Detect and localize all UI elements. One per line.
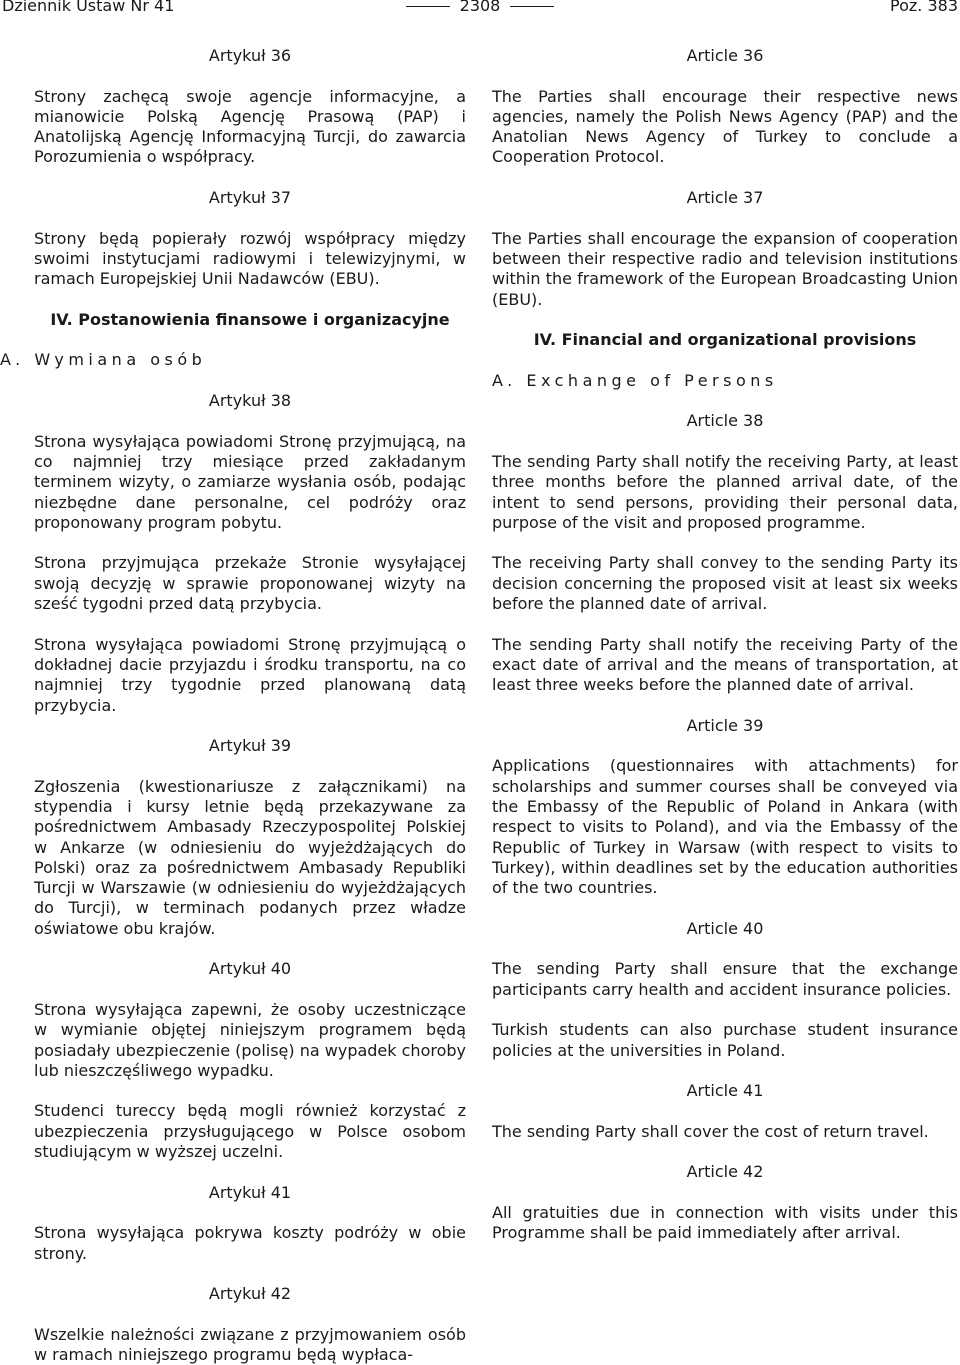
article-37-title: Artykuł 37	[208, 188, 292, 208]
article-39-title-en: Article 39	[686, 715, 764, 735]
article-40-paragraph-2-en: Turkish students can also purchase student insurance policies at the universities in Poland.	[492, 1020, 958, 1060]
article-38-paragraph-3-en: The sending Party shall notify the receiving Party of the exact date of arrival and the means of transportation, at least three weeks before the planned date of arrival.	[492, 634, 958, 695]
article-38-paragraph-2-en: The receiving Party shall convey to the sending Party its decision concerning the proposed visit at least six weeks before the planned date of arrival.	[492, 553, 958, 614]
article-36-title: Artykuł 36	[208, 46, 292, 65]
subsection-a-heading: A. Wymiana osób	[0, 350, 207, 370]
article-36-title-en: Article 36	[686, 46, 764, 65]
section-iv-heading-en: IV. Financial and organizational provisions	[533, 330, 917, 350]
article-37-paragraph-en: The Parties shall encourage the expansion of cooperation between their respective radio and television institutions within the framework of the European Broadcasting Union (EBU).	[492, 228, 958, 309]
article-41-paragraph-en: The sending Party shall cover the cost of return travel.	[492, 1121, 929, 1141]
article-38-paragraph-1: Strona wysyłająca powiadomi Stronę przyjmującą, na co najmniej trzy miesiące przed zakładanym terminem wizyty, o zamiarze wysłania osób, podając niezbędne dane personalne, cel podróży oraz proponowany program pobytu.	[34, 431, 466, 532]
dash-right	[510, 6, 554, 7]
subsection-a-heading-en: A. Exchange of Persons	[492, 370, 778, 390]
article-41-title-en: Article 41	[686, 1081, 764, 1101]
article-38-paragraph-1-en: The sending Party shall notify the receiving Party, at least three months before the planned arrival date, of the intent to send persons, providing their personal data, purpose of the visit and proposed programme.	[492, 451, 958, 532]
article-38-title-en: Article 38	[686, 411, 764, 431]
page-header	[0, 0, 960, 20]
article-38-paragraph-2: Strona przyjmująca przekaże Stronie wysyłającej swoją decyzję w sprawie proponowanej wizyty na sześć tygodni przed datą przybycia.	[34, 553, 466, 614]
article-38-title: Artykuł 38	[208, 391, 292, 411]
article-36-paragraph: Strony zachęcą swoje agencje informacyjne, a mianowicie Polską Agencję Prasową (PAP) i Anatolijską Agencję Informacyjną Turcji, do zawarcia Porozumienia o współpracy.	[34, 86, 466, 167]
polish-column	[0, 46, 466, 1365]
article-36-paragraph-en: The Parties shall encourage their respective news agencies, namely the Polish News Agency (PAP) and the Anatolian News Agency of Turkey to conclude a Cooperation Protocol.	[492, 86, 958, 167]
article-38-paragraph-3: Strona wysyłająca powiadomi Stronę przyjmującą o dokładnej dacie przyjazdu i środku transportu, na co najmniej trzy tygodnie przed planowaną datą przybycia.	[34, 634, 466, 715]
page-number: 2308	[459, 0, 501, 15]
dash-left	[406, 6, 450, 7]
article-41-title: Artykuł 41	[208, 1182, 292, 1202]
article-37-paragraph: Strony będą popierały rozwój współpracy między swoimi instytucjami radiowymi i telewizyjnymi, w ramach Europejskiej Unii Nadawców (EBU).	[34, 228, 466, 289]
article-37-title-en: Article 37	[686, 188, 764, 208]
journal-title: Dziennik Ustaw Nr 41	[2, 0, 175, 15]
position-number: Poz. 383	[890, 0, 958, 15]
article-42-title: Artykuł 42	[208, 1284, 292, 1304]
article-40-paragraph-1-en: The sending Party shall ensure that the exchange participants carry health and accident insurance policies.	[492, 959, 958, 999]
article-40-paragraph-2: Studenci tureccy będą mogli również korzystać z ubezpieczenia przysługującego w Polsce osobom studiującym w wyższej uczelni.	[34, 1101, 466, 1162]
article-39-paragraph-en: Applications (questionnaires with attachments) for scholarships and summer courses shall be conveyed via the Embassy of the Republic of Poland in Ankara (with respect to visits to Poland), and via the Embassy of the Republic of Turkey in Warsaw (with respect to visits to Turkey), within deadlines set by the education authorities of the two countries.	[492, 756, 958, 898]
article-39-title: Artykuł 39	[208, 736, 292, 756]
article-42-paragraph: Wszelkie należności związane z przyjmowaniem osób w ramach niniejszego programu będą wypłaca-	[34, 1324, 466, 1364]
article-42-paragraph-en: All gratuities due in connection with visits under this Programme shall be paid immediately after arrival.	[492, 1202, 958, 1243]
article-42-title-en: Article 42	[686, 1162, 764, 1182]
article-39-paragraph: Zgłoszenia (kwestionariusze z załącznikami) na stypendia i kursy letnie będą przekazywane za pośrednictwem Ambasady Rzeczypospolitej Polskiej w Ankarze (w odniesieniu do wyjeżdżających do Polski) oraz za pośrednictwem Ambasady Republiki Turcji w Warszawie (w odniesieniu do wyjeżdżających do Turcji), w terminach podanych przez władze oświatowe obu krajów.	[34, 776, 466, 938]
section-iv-heading: IV. Postanowienia finansowe i organizacyjne	[50, 309, 450, 329]
article-40-paragraph-1: Strona wysyłająca zapewni, że osoby uczestniczące w wymianie objętej niniejszym programem będą posiadały ubezpieczenie (polisę) na wypadek choroby lub nieszczęśliwego wypadku.	[34, 999, 466, 1080]
english-column	[492, 46, 958, 1244]
page-number-block	[0, 0, 960, 15]
article-40-title: Artykuł 40	[208, 959, 292, 979]
article-40-title-en: Article 40	[686, 918, 764, 938]
article-41-paragraph: Strona wysyłająca pokrywa koszty podróży w obie strony.	[34, 1223, 466, 1263]
